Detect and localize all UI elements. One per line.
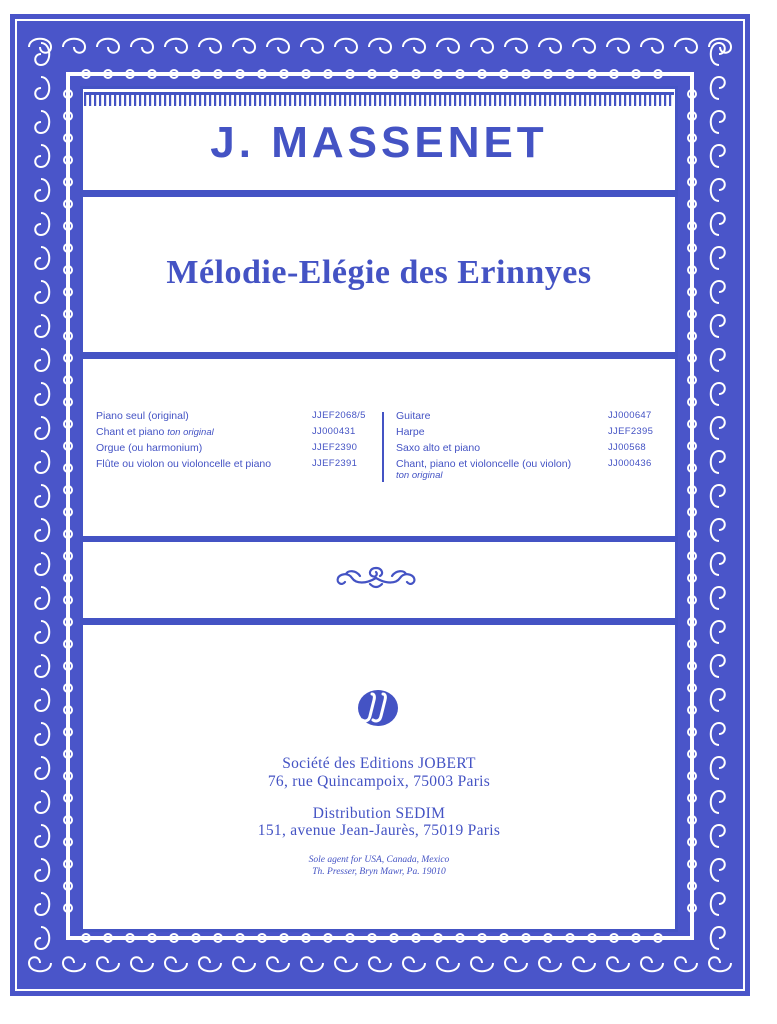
piece-title: Mélodie-Elégie des Erinnyes — [166, 254, 592, 291]
edition-name: Guitare — [396, 410, 431, 422]
edition-code: JJ000436 — [608, 458, 652, 469]
editions-column-right — [396, 410, 662, 486]
edition-item — [396, 426, 662, 442]
distributor-address: 151, avenue Jean-Jaurès, 75019 Paris — [257, 822, 501, 839]
edition-code: JJ000431 — [312, 426, 356, 437]
edition-name: Chant, piano et violoncelle (ou violon) — [396, 458, 572, 470]
edition-note: ton original — [396, 470, 443, 481]
divider-rule — [80, 190, 678, 197]
jobert-monogram-icon — [356, 688, 400, 728]
divider-rule — [80, 618, 678, 625]
edition-item — [96, 458, 376, 474]
distributor-name: Distribution SEDIM — [312, 805, 446, 822]
divider-rule — [80, 352, 678, 359]
agent-line: Sole agent for USA, Canada, Mexico — [308, 855, 450, 865]
edition-name: Piano seul (original) — [96, 410, 189, 422]
edition-code: JJ000647 — [608, 410, 652, 421]
edition-item — [96, 426, 376, 442]
composer-name: J. MASSENET — [210, 118, 548, 167]
column-divider — [382, 412, 384, 482]
edition-code: JJEF2068/5 — [312, 410, 366, 421]
edition-item — [96, 442, 376, 458]
edition-name: Harpe — [396, 426, 425, 438]
scroll-ornament-icon — [330, 562, 422, 592]
agent-line: Th. Presser, Bryn Mawr, Pa. 19010 — [312, 867, 446, 877]
edition-item — [396, 458, 662, 470]
edition-item — [96, 410, 376, 426]
edition-code: JJ00568 — [608, 442, 647, 453]
edition-name: Chant et piano ton original — [96, 426, 214, 438]
fringe-decoration — [84, 92, 674, 108]
editions-list — [96, 410, 662, 490]
edition-code: JJEF2391 — [312, 458, 358, 469]
edition-code: JJEF2390 — [312, 442, 358, 453]
edition-name: Flûte ou violon ou violoncelle et piano — [96, 458, 272, 470]
publisher-address: 76, rue Quincampoix, 75003 Paris — [267, 773, 491, 790]
edition-item — [396, 442, 662, 458]
editions-column-left — [96, 410, 376, 474]
edition-code: JJEF2395 — [608, 426, 654, 437]
edition-name: Orgue (ou harmonium) — [96, 442, 203, 454]
edition-item — [396, 410, 662, 426]
divider-rule — [80, 536, 678, 542]
edition-name: Saxo alto et piano — [396, 442, 481, 454]
publisher-name: Société des Editions JOBERT — [282, 755, 476, 772]
